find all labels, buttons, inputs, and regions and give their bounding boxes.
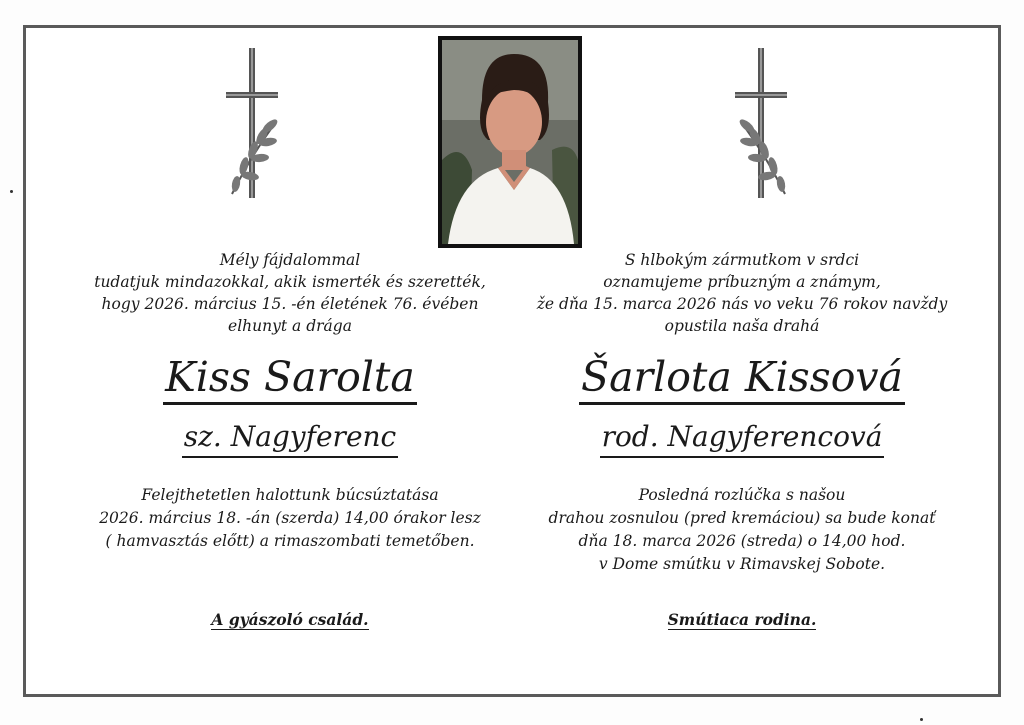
family-signature: A gyászoló család. [211,610,369,629]
deceased-name: Kiss Sarolta [163,352,417,405]
slovak-funeral-info [522,484,962,576]
intro-line: S hlbokým zármutkom v srdci [624,251,860,269]
cross-with-palm-icon [731,44,795,204]
portrait-photo [438,36,582,248]
intro-line: tudatjuk mindazokkal, akik ismerték és szerették, [94,273,486,291]
intro-line: hogy 2026. március 15. -én életének 76. évében [101,295,479,313]
hungarian-maiden-block [70,418,510,458]
maiden-name: sz. Nagyferenc [182,418,398,458]
funeral-line: dňa 18. marca 2026 (streda) o 14,00 hod. [578,532,906,550]
slovak-maiden-block [522,418,962,458]
funeral-line: v Dome smútku v Rimavskej Sobote. [598,555,886,573]
intro-line: že dňa 15. marca 2026 nás vo veku 76 rokov navždy [536,295,948,313]
cross-with-palm-icon [222,44,286,204]
funeral-line: Posledná rozlúčka s našou [638,486,846,504]
deceased-name: Šarlota Kissová [579,352,905,405]
paper-speck [920,718,923,721]
slovak-family-block [522,610,962,629]
intro-line: elhunyt a drága [228,317,352,335]
intro-line: oznamujeme príbuzným a známym, [603,273,881,291]
intro-line: opustila naša drahá [664,317,820,335]
hungarian-family-block [70,610,510,629]
slovak-name-block [522,352,962,405]
slovak-intro [522,249,962,337]
intro-line: Mély fájdalommal [219,251,361,269]
maiden-name: rod. Nagyferencová [600,418,885,458]
family-signature: Smútiaca rodina. [667,610,817,629]
paper-speck [10,190,13,193]
hungarian-intro [70,249,510,337]
funeral-line: ( hamvasztás előtt) a rimaszombati temetőben. [105,532,475,550]
hungarian-name-block [70,352,510,405]
hungarian-funeral-info [70,484,510,553]
funeral-line: 2026. március 18. -án (szerda) 14,00 órakor lesz [99,509,481,527]
funeral-line: Felejthetetlen halottunk búcsúztatása [141,486,439,504]
funeral-line: drahou zosnulou (pred kremáciou) sa bude konať [548,509,936,527]
